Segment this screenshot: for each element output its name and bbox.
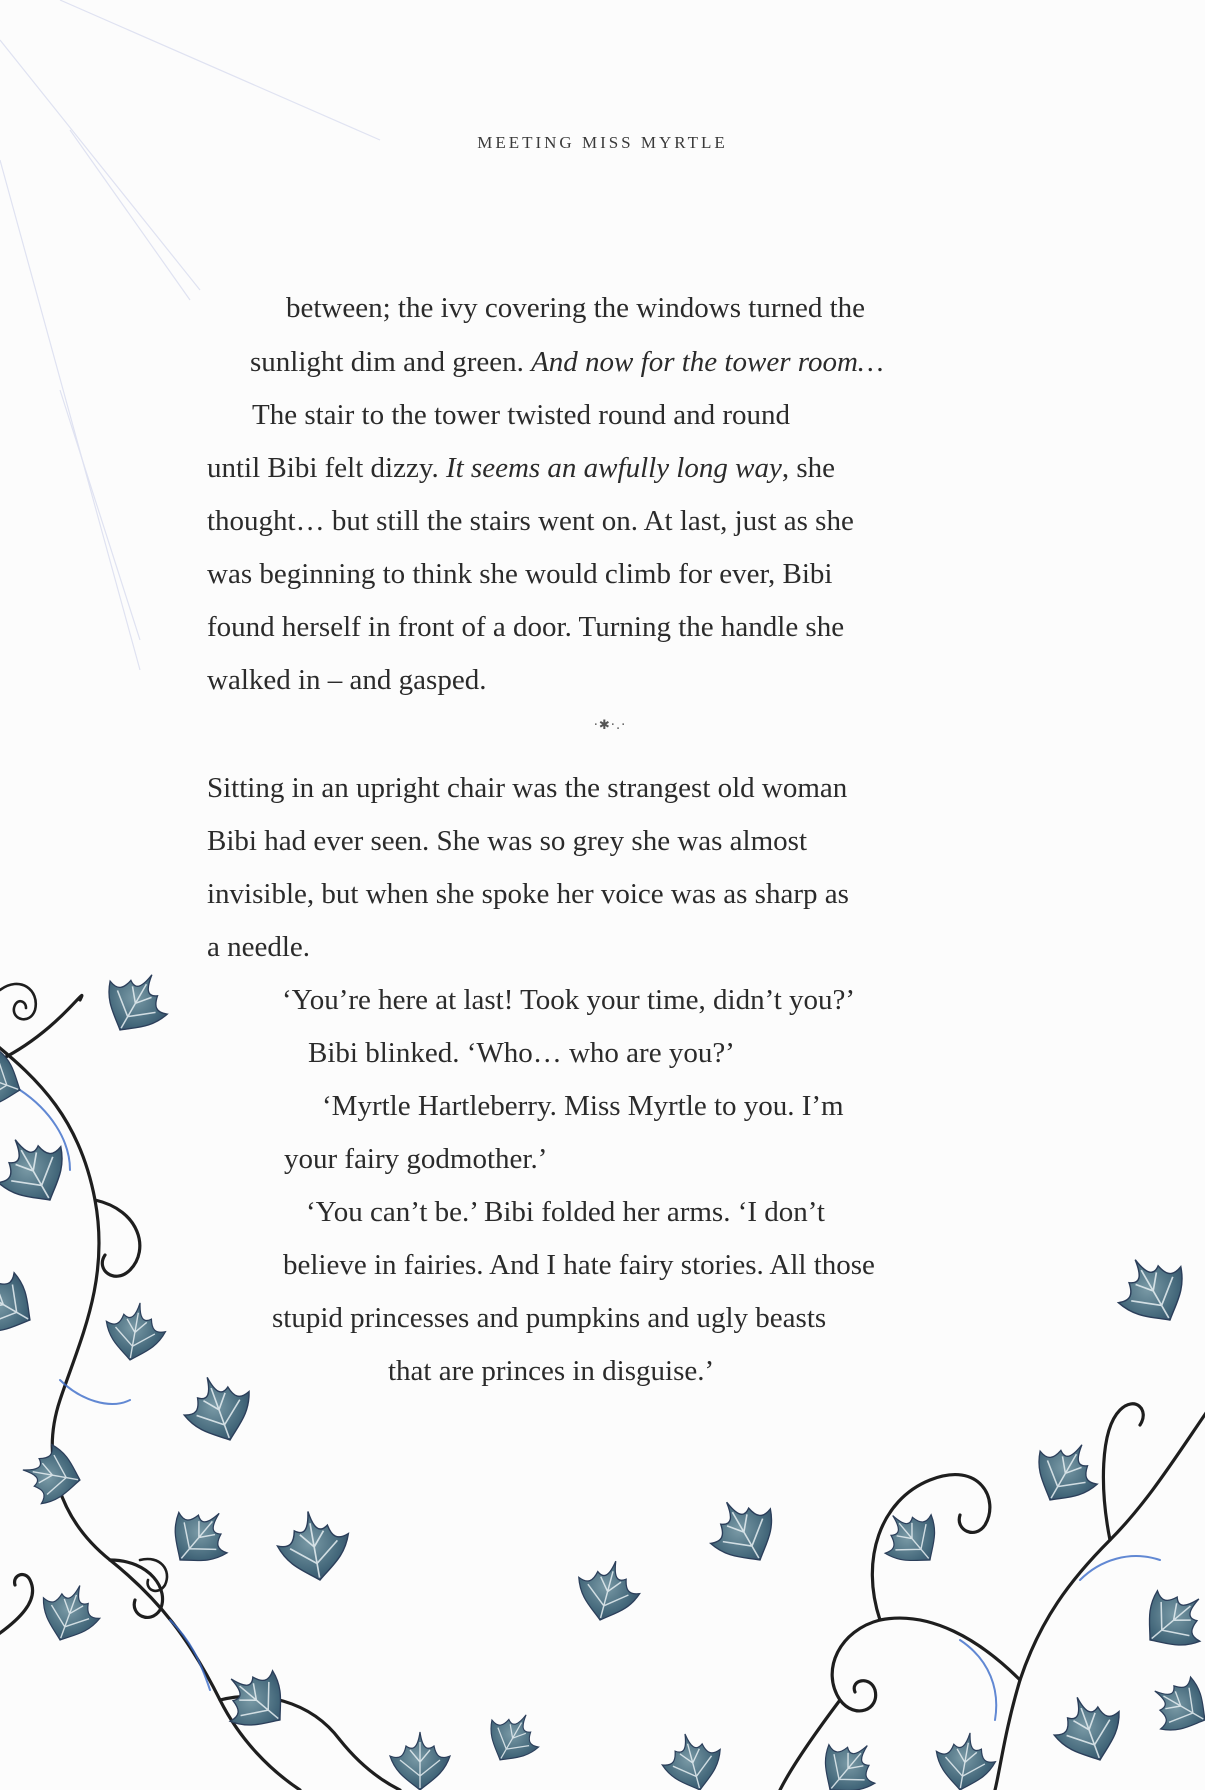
- text-span: ‘You’re here at last! Took your time, didn’t you?’: [282, 984, 856, 1016]
- text-span: was beginning to think she would climb for ever, Bibi: [207, 558, 833, 590]
- text-span: believe in fairies. And I hate fairy stories. All those: [283, 1249, 875, 1281]
- text-span: ‘You can’t be.’ Bibi folded her arms. ‘I don’t: [306, 1196, 825, 1228]
- text-span: ‘Myrtle Hartleberry. Miss Myrtle to you. I’m: [322, 1090, 844, 1122]
- text-span: sunlight dim and green.: [250, 346, 532, 378]
- ivy-leaves-left: [0, 958, 729, 1790]
- text-span: Bibi blinked. ‘Who… who are you?’: [308, 1037, 735, 1069]
- text-span: a needle.: [207, 931, 311, 963]
- text-span: walked in – and gasped.: [207, 664, 487, 696]
- text-span: found herself in front of a door. Turning the handle she: [207, 611, 845, 643]
- text-span: , she: [781, 452, 836, 484]
- text-span: invisible, but when she spoke her voice was as sharp as: [207, 878, 849, 910]
- text-span: that are princes in disguise.’: [388, 1355, 715, 1387]
- italic-text: And now for the tower room…: [531, 346, 884, 378]
- ivy-leaves-right: [697, 1242, 1205, 1790]
- text-span: stupid princesses and pumpkins and ugly beasts: [272, 1302, 827, 1334]
- text-span: your fairy godmother.’: [284, 1143, 548, 1175]
- text-span: until Bibi felt dizzy.: [207, 452, 446, 484]
- text-span: Sitting in an upright chair was the strangest old woman: [207, 772, 848, 804]
- text-span: The stair to the tower twisted round and round: [252, 399, 790, 431]
- section-break-ornament: ·✱·.·: [593, 718, 627, 733]
- text-span: thought… but still the stairs went on. At last, just as she: [207, 505, 854, 537]
- italic-text: It seems an awfully long way: [445, 452, 782, 484]
- running-head: MEETING MISS MYRTLE: [477, 133, 728, 152]
- text-span: between; the ivy covering the windows turned the: [286, 292, 866, 324]
- text-span: Bibi had ever seen. She was so grey she was almost: [207, 825, 808, 857]
